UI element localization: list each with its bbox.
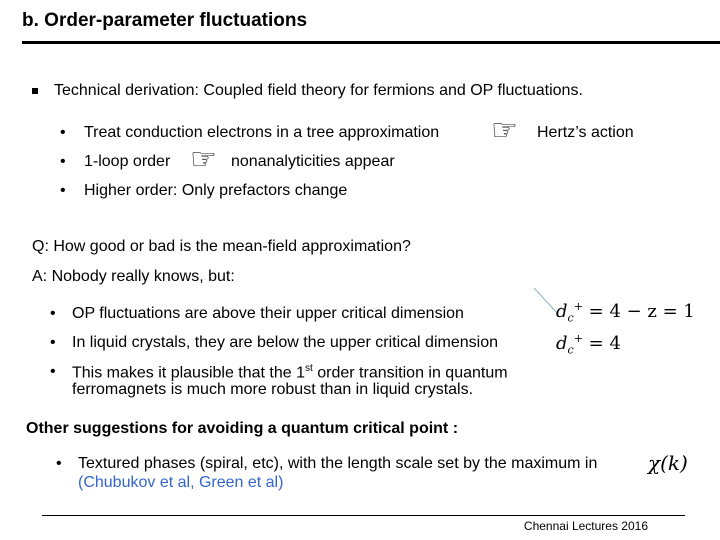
sub-bullet-2-text: 1-loop order <box>84 153 171 170</box>
pointing-hand-icon: ☞ <box>491 113 518 148</box>
answer-text: A: Nobody really knows, but: <box>32 268 235 285</box>
other-bullet-line1: Textured phases (spiral, etc), with the length scale set by the maximum in <box>78 455 598 472</box>
formula-dc-upper-1: $d_c^+ = 4 - z = 1$ <box>556 300 695 325</box>
sub-bullet-1-result: Hertz’s action <box>537 124 634 141</box>
bullet-icon: • <box>50 305 56 322</box>
sub-bullet-3-text: Higher order: Only prefactors change <box>84 182 348 199</box>
sub-bullet-2-result: nonanalyticities appear <box>231 153 395 170</box>
answer-bullet-3-line2: ferromagnets is much more robust than in liquid crystals. <box>72 381 474 398</box>
bullet-icon: • <box>50 334 56 351</box>
bullet-icon: • <box>56 455 62 472</box>
footer-rule <box>42 515 685 516</box>
bullet-icon: • <box>60 153 66 170</box>
bullet-icon: • <box>50 363 56 380</box>
square-bullet-icon <box>32 88 38 94</box>
footer-text: Chennai Lectures 2016 <box>523 519 648 533</box>
citation-text: (Chubukov et al, Green et al) <box>78 474 284 491</box>
title-underline <box>22 41 720 44</box>
bullet-icon: • <box>60 124 66 141</box>
question-text: Q: How good or bad is the mean-field approximation? <box>32 238 411 255</box>
answer-bullet-1-text: OP fluctuations are above their upper critical dimension <box>72 305 464 322</box>
answer-bullet-2-text: In liquid crystals, they are below the upper critical dimension <box>72 334 498 351</box>
formula-dc-upper-2: $d_c^+ = 4$ <box>556 332 621 357</box>
pointing-hand-icon: ☞ <box>190 142 217 177</box>
bullet-icon: • <box>60 182 66 199</box>
main-bullet-text: Technical derivation: Coupled field theory for fermions and OP fluctuations. <box>54 82 583 99</box>
other-suggestions-heading: Other suggestions for avoiding a quantum critical point : <box>26 420 459 437</box>
sub-bullet-1-text: Treat conduction electrons in a tree approximation <box>84 124 440 141</box>
formula-chi-k: χ(k) <box>648 451 688 475</box>
slide-title: b. Order-parameter fluctuations <box>22 10 308 31</box>
answer-bullet-3-line1: This makes it plausible that the 1st order transition in quantum <box>72 363 508 382</box>
